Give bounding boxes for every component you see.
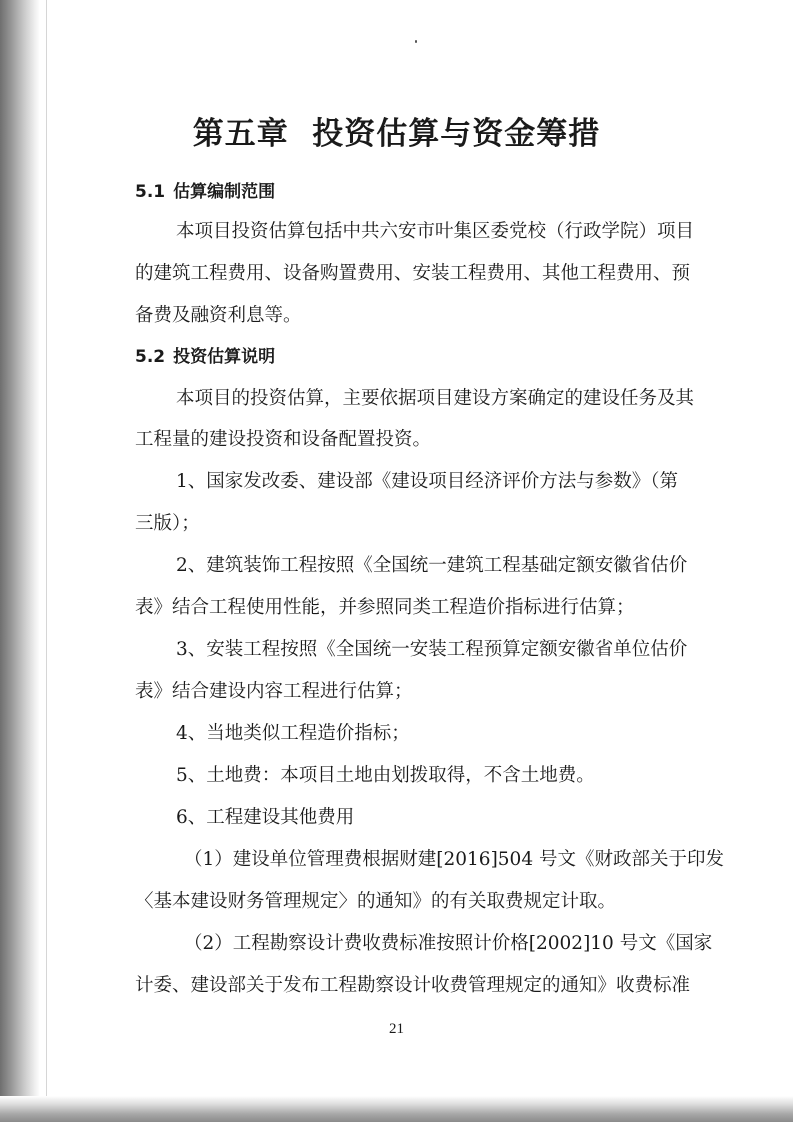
section-heading-5-2 xyxy=(135,345,275,369)
scan-bottom-edge xyxy=(0,1096,793,1122)
list-item-line: 三版）； xyxy=(135,513,200,534)
list-item-line: 表》结合建设内容工程进行估算； xyxy=(135,681,413,702)
sub-item-line: 〈基本建设财务管理规定〉的通知》的有关取费规定计取。 xyxy=(135,891,617,912)
scan-binding-edge xyxy=(0,0,40,1122)
list-item-line: 2、建筑装饰工程按照《全国统一建筑工程基础定额安徽省估价 xyxy=(176,555,688,576)
list-item-line: 4、当地类似工程造价指标； xyxy=(176,723,410,744)
list-item-line: 表》结合工程使用性能，并参照同类工程造价指标进行估算； xyxy=(135,597,635,618)
paragraph-line: 本项目投资估算包括中共六安市叶集区委党校（行政学院）项目 xyxy=(176,221,695,242)
paragraph-line: 备费及融资利息等。 xyxy=(135,305,302,326)
sub-item-line: 计委、建设部关于发布工程勘察设计收费管理规定的通知》收费标准 xyxy=(135,975,691,996)
section-heading-5-1 xyxy=(135,180,275,204)
paragraph-line: 的建筑工程费用、设备购置费用、安装工程费用、其他工程费用、预 xyxy=(135,263,691,284)
scan-speck xyxy=(415,40,417,43)
list-item-line: 6、工程建设其他费用 xyxy=(176,807,355,828)
paragraph-line: 工程量的建设投资和设备配置投资。 xyxy=(135,429,432,450)
chapter-title: 第五章 投资估算与资金筹措 xyxy=(192,116,601,152)
page-number: 21 xyxy=(389,1021,404,1037)
list-item-line: 5、土地费：本项目土地由划拨取得，不含土地费。 xyxy=(176,765,595,786)
section-heading-text: 估算编制范围 xyxy=(173,182,276,202)
section-number: 5.1 xyxy=(135,182,166,202)
scan-binding-line xyxy=(46,0,47,1122)
section-number: 5.2 xyxy=(135,347,166,367)
sub-item-line: （2）工程勘察设计费收费标准按照计价格[2002]10 号文《国家 xyxy=(184,933,713,954)
list-item-line: 3、安装工程按照《全国统一安装工程预算定额安徽省单位估价 xyxy=(176,639,688,660)
list-item-line: 1、国家发改委、建设部《建设项目经济评价方法与参数》（第 xyxy=(176,471,679,492)
section-heading-text: 投资估算说明 xyxy=(173,347,276,367)
paragraph-line: 本项目的投资估算，主要依据项目建设方案确定的建设任务及其 xyxy=(176,388,695,409)
sub-item-line: （1）建设单位管理费根据财建[2016]504 号文《财政部关于印发 xyxy=(184,849,724,870)
